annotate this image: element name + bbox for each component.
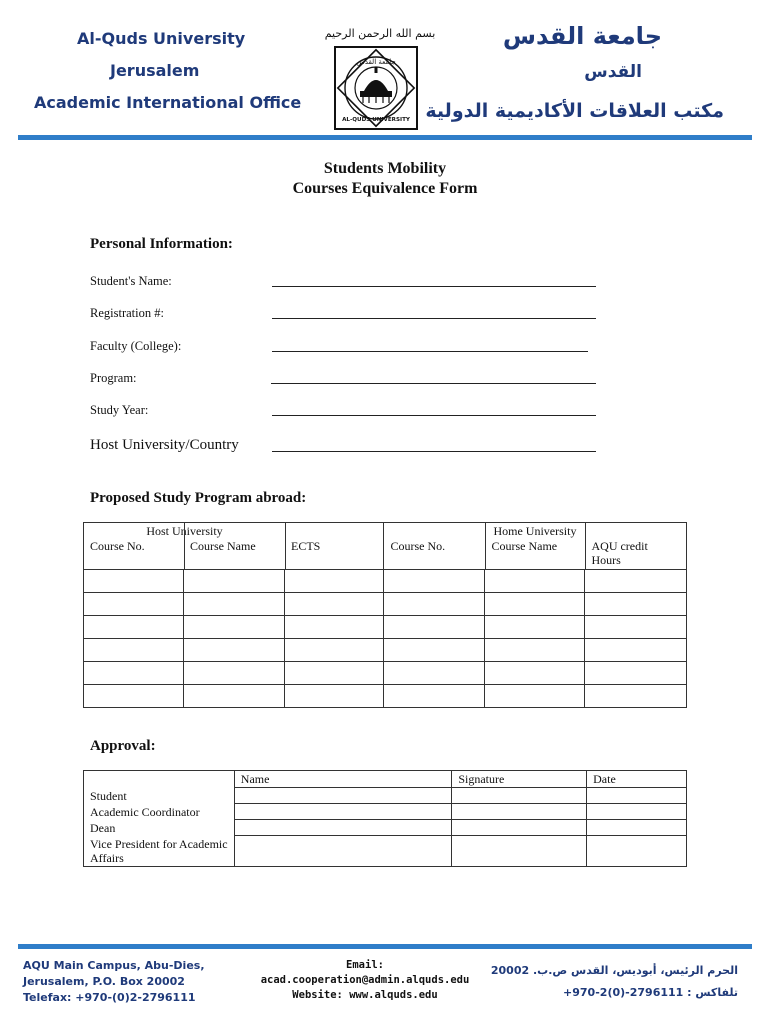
col-host-course-no: Course No. [90,539,145,553]
approval-col-signature: Signature [452,771,587,788]
approval-header-row [84,771,687,788]
table-cell[interactable] [585,685,687,708]
registration-field[interactable] [272,318,596,319]
table-row [84,570,687,593]
header-ar-line2: القدس [584,62,642,82]
table-cell[interactable] [585,593,687,616]
table-row [84,593,687,616]
table-cell[interactable] [485,639,585,662]
table-cell[interactable] [284,662,384,685]
table-cell[interactable] [384,616,485,639]
table-cell[interactable] [284,616,384,639]
col-home-course-name: Course Name [491,539,558,553]
personal-info-heading: Personal Information: [90,236,233,252]
approval-cell[interactable] [587,836,687,867]
study-year-field[interactable] [272,415,596,416]
col-host-course-name: Course Name [190,539,256,553]
approval-row-label: Vice President for Academic Affairs [84,836,235,867]
basmala: بسم الله الرحمن الرحيم [324,27,436,40]
university-logo [333,45,419,131]
table-cell[interactable] [585,639,687,662]
study-program-heading: Proposed Study Program abroad: [90,490,307,506]
approval-cell[interactable] [587,788,687,804]
approval-cell[interactable] [234,836,452,867]
table-cell[interactable] [485,616,585,639]
table-cell[interactable] [84,570,184,593]
table-cell[interactable] [183,570,284,593]
approval-cell[interactable] [234,804,452,820]
table-cell[interactable] [485,570,585,593]
faculty-field[interactable] [272,351,588,352]
col-ects: ECTS [291,539,321,553]
header-ar-line1: جامعة القدس [502,22,662,50]
logo-text-ring: AL-QUDS UNIVERSITY [342,117,410,123]
approval-cell[interactable] [234,788,452,804]
table-cell[interactable] [284,685,384,708]
table-cell[interactable] [384,593,485,616]
approval-cell[interactable] [234,820,452,836]
approval-cell[interactable] [452,836,587,867]
approval-row [84,836,687,867]
host-university-label: Host University/Country [90,437,239,453]
table-cell[interactable] [183,662,284,685]
footer-address [23,958,205,1006]
table-cell[interactable] [585,570,687,593]
approval-cell[interactable] [452,788,587,804]
table-cell[interactable] [485,662,585,685]
host-university-group-label: Host University [146,524,223,538]
study-program-table [83,522,687,708]
approval-cell[interactable] [452,804,587,820]
logo-text-top: جامعة القدس [356,58,396,66]
table-cell[interactable] [183,593,284,616]
table-header-row [84,523,687,570]
footer-arabic-line2: تلفاكس : 2796111-(0)2-970+ [563,986,738,999]
table-cell[interactable] [84,593,184,616]
footer-arabic-line1: الحرم الرئيس، أبوديس، القدس ص.ب. 20002 [490,964,738,977]
approval-row-label: Academic Coordinator [84,804,235,820]
approval-row [84,820,687,836]
table-cell[interactable] [284,639,384,662]
table-cell[interactable] [585,616,687,639]
table-cell[interactable] [384,685,485,708]
approval-cell[interactable] [452,820,587,836]
approval-table [83,770,687,867]
table-row [84,639,687,662]
logo-seal-icon [333,45,419,131]
header-ar-line3: مكتب العلاقات الأكاديمية الدولية [425,100,724,122]
approval-row-label: Dean [84,820,235,836]
table-cell[interactable] [183,639,284,662]
faculty-label: Faculty (College): [90,339,182,353]
form-title-line2: Courses Equivalence Form [292,180,478,197]
table-cell[interactable] [485,593,585,616]
approval-cell[interactable] [587,804,687,820]
footer-arabic [491,960,738,1004]
header-en-line1: Al-Quds University [77,29,246,48]
program-field[interactable] [271,383,596,384]
table-cell[interactable] [384,570,485,593]
approval-row [84,804,687,820]
table-cell[interactable] [284,593,384,616]
table-row [84,662,687,685]
header-en-line3: Academic International Office [34,93,302,112]
student-name-label: Student's Name: [90,274,172,288]
host-university-field[interactable] [272,451,596,452]
header-en-line2: Jerusalem [110,61,200,80]
col-aqu-credit-hours: AQU credit Hours [591,539,648,567]
home-university-group-label: Home University [493,524,577,538]
approval-col-name: Name [234,771,452,788]
footer-contact [240,958,490,1003]
home-university-group [384,523,687,570]
table-cell[interactable] [585,662,687,685]
table-cell[interactable] [384,662,485,685]
table-row [84,685,687,708]
table-cell[interactable] [84,639,184,662]
footer-divider [18,944,752,949]
col-home-course-no: Course No. [390,539,446,553]
approval-heading: Approval: [90,738,156,754]
table-cell[interactable] [84,662,184,685]
host-university-group [84,523,384,570]
student-name-field[interactable] [272,286,596,287]
footer-address-line3: Telefax: +970-(0)2-2796111 [23,991,196,1004]
table-cell[interactable] [485,685,585,708]
approval-row [84,788,687,804]
footer-email-link[interactable]: acad.cooperation@admin.alquds.edu [260,974,470,986]
table-cell[interactable] [384,639,485,662]
footer-email-label: Email: [346,959,384,971]
table-cell[interactable] [183,616,284,639]
table-cell[interactable] [84,616,184,639]
program-label: Program: [90,371,137,385]
footer-address-line1: AQU Main Campus, Abu-Dies, [23,959,205,972]
study-year-label: Study Year: [90,403,149,417]
approval-row-label: Student [84,788,235,804]
footer-website-link[interactable]: Website: www.alquds.edu [292,989,438,1001]
table-row [84,616,687,639]
table-cell[interactable] [84,685,184,708]
approval-cell[interactable] [587,820,687,836]
footer-address-line2: Jerusalem, P.O. Box 20002 [23,975,185,988]
registration-label: Registration #: [90,306,164,320]
header-divider [18,135,752,140]
table-cell[interactable] [284,570,384,593]
approval-col-date: Date [587,771,687,788]
form-title-line1: Students Mobility [323,160,447,177]
table-cell[interactable] [183,685,284,708]
